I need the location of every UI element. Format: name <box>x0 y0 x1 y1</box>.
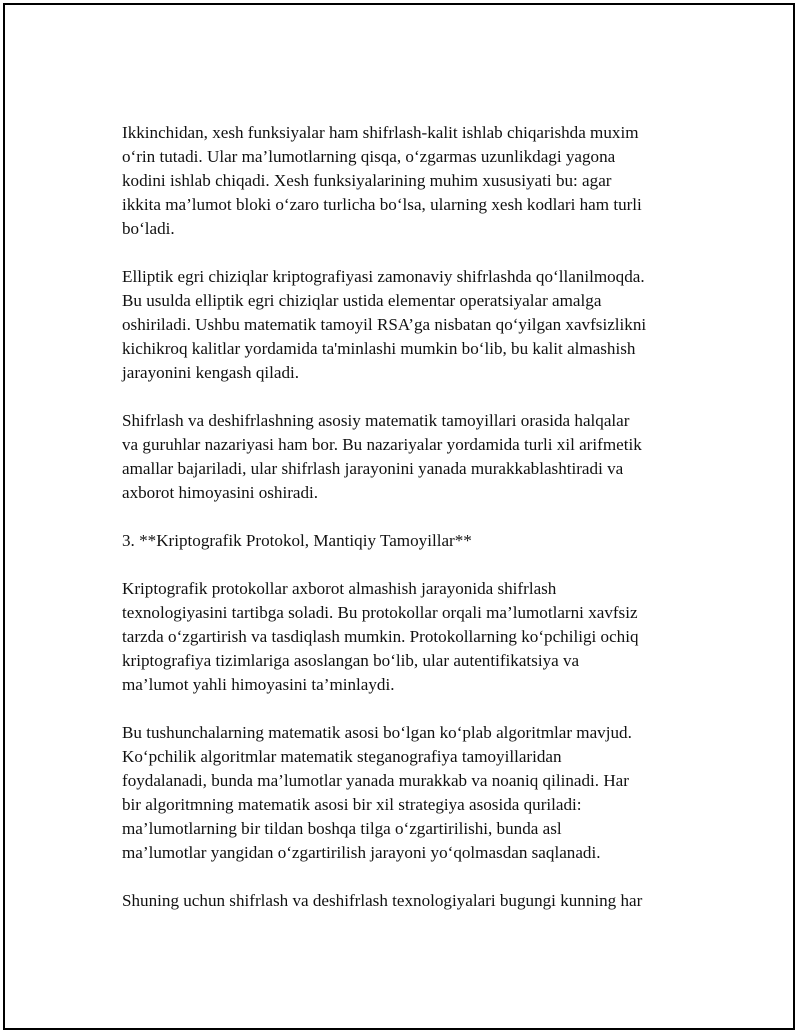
text-line: 3. **Kriptografik Protokol, Mantiqiy Tamoyillar** <box>122 531 472 550</box>
text-line: Elliptik egri chiziqlar kriptografiyasi zamonaviy shifrlashda qo‘llanilmoqda. <box>122 267 645 286</box>
text-line: foydalanadi, bunda ma’lumotlar yanada murakkab va noaniq qilinadi. Har <box>122 771 629 790</box>
text-line: Kriptografik protokollar axborot almashish jarayonida shifrlash <box>122 579 557 598</box>
text-line: Shifrlash va deshifrlashning asosiy matematik tamoyillari orasida halqalar <box>122 411 630 430</box>
text-line: texnologiyasini tartibga soladi. Bu protokollar orqali ma’lumotlarni xavfsiz <box>122 603 638 622</box>
text-line: kriptografiya tizimlariga asoslangan bo‘lib, ular autentifikatsiya va <box>122 651 580 670</box>
paragraph <box>122 265 697 385</box>
text-line: Shuning uchun shifrlash va deshifrlash texnologiyalari bugungi kunning har <box>122 891 643 910</box>
page-frame <box>3 3 795 1030</box>
paragraph <box>122 121 697 241</box>
text-line: Ikkinchidan, xesh funksiyalar ham shifrlash-kalit ishlab chiqarishda muxim <box>122 123 639 142</box>
paragraph <box>122 721 697 865</box>
paragraph <box>122 529 697 553</box>
text-line: tarzda o‘zgartirish va tasdiqlash mumkin. Protokollarning ko‘pchiligi ochiq <box>122 627 639 646</box>
text-line: ma’lumotlarning bir tildan boshqa tilga o‘zgartirilishi, bunda asl <box>122 819 562 838</box>
text-line: ma’lumotlar yangidan o‘zgartirilish jarayoni yo‘qolmasdan saqlanadi. <box>122 843 601 862</box>
text-line: ikkita ma’lumot bloki o‘zaro turlicha bo‘lsa, ularning xesh kodlari ham turli <box>122 195 642 214</box>
text-line: bir algoritmning matematik asosi bir xil strategiya asosida quriladi: <box>122 795 582 814</box>
text-line: Bu usulda elliptik egri chiziqlar ustida elementar operatsiyalar amalga <box>122 291 602 310</box>
text-line: kodini ishlab chiqadi. Xesh funksiyalarining muhim xususiyati bu: agar <box>122 171 612 190</box>
text-line: axborot himoyasini oshiradi. <box>122 483 319 502</box>
text-line: Ko‘pchilik algoritmlar matematik steganografiya tamoyillaridan <box>122 747 562 766</box>
paragraph <box>122 577 697 697</box>
text-line: oshiriladi. Ushbu matematik tamoyil RSA’ga nisbatan qo‘yilgan xavfsizlikni <box>122 315 647 334</box>
text-line: kichikroq kalitlar yordamida ta'minlashi mumkin bo‘lib, bu kalit almashish <box>122 339 636 358</box>
text-line: o‘rin tutadi. Ular ma’lumotlarning qisqa, o‘zgarmas uzunlikdagi yagona <box>122 147 616 166</box>
text-line: ma’lumot yahli himoyasini ta’minlaydi. <box>122 675 395 694</box>
text-line: amallar bajariladi, ular shifrlash jarayonini yanada murakkablashtiradi va <box>122 459 624 478</box>
document-body <box>122 121 697 937</box>
paragraph <box>122 409 697 505</box>
text-line: jarayonini kengash qiladi. <box>122 363 300 382</box>
paragraph <box>122 889 697 913</box>
text-line: va guruhlar nazariyasi ham bor. Bu nazariyalar yordamida turli xil arifmetik <box>122 435 642 454</box>
text-line: Bu tushunchalarning matematik asosi bo‘lgan ko‘plab algoritmlar mavjud. <box>122 723 632 742</box>
text-line: bo‘ladi. <box>122 219 175 238</box>
